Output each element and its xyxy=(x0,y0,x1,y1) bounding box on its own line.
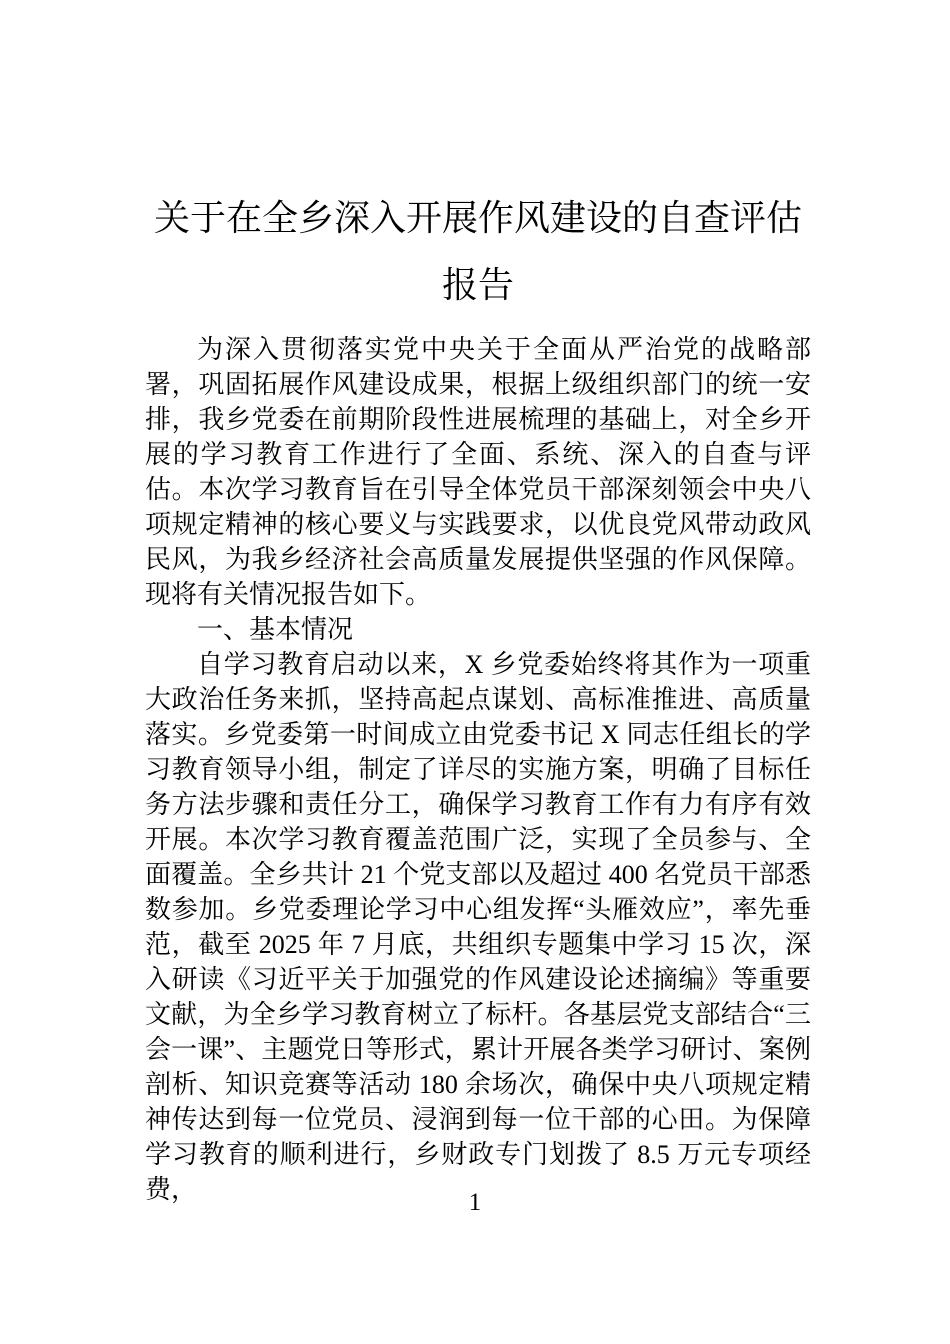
page-footer xyxy=(0,1188,950,1218)
title-line-2: 报告 xyxy=(441,264,514,306)
title-line-1: 关于在全乡深入开展作风建设的自查评估 xyxy=(153,197,802,239)
section-heading-basic-situation: 一、基本情况 xyxy=(197,615,354,644)
document-body xyxy=(145,332,811,1207)
page-number: 1 xyxy=(468,1189,482,1216)
document-title xyxy=(145,184,811,318)
paragraph-basic-situation: 自学习教育启动以来，X 乡党委始终将其作为一项重大政治任务来抓，坚持高起点谋划、高标准推进、高质量落实。乡党委第一时间成立由党委书记 X 同志任组长的学习教育领导小组，制定了详尽的实施方案，明确了目标任务方法步骤和责任分工，确保学习教育工作有力有序有效开展。本次学习教育覆盖范围广泛，实现了全员参与、全面覆盖。全乡共计 21 个党支部以及超过 400 名党员干部悉数参加。乡党委理论学习中心组发挥“头雁效应”，率先垂范，截至 2025 年 7 月底，共组织专题集中学习 15 次，深入研读《习近平关于加强党的作风建设论述摘编》等重要文献，为全乡学习教育树立了标杆。各基层党支部结合“三会一课”、主题党日等形式，累计开展各类学习研讨、案例剖析、知识竞赛等活动 180 余场次，确保中央八项规定精神传达到每一位党员、浸润到每一位干部的心田。为保障学习教育的顺利进行，乡财政专门划拨了 8.5 万元专项经费， xyxy=(145,650,811,1204)
paragraph-intro: 为深入贯彻落实党中央关于全面从严治党的战略部署，巩固拓展作风建设成果，根据上级组织部门的统一安排，我乡党委在前期阶段性进展梳理的基础上，对全乡开展的学习教育工作进行了全面、系统、深入的自查与评估。本次学习教育旨在引导全体党员干部深刻领会中央八项规定精神的核心要义与实践要求，以优良党风带动政风民风，为我乡经济社会高质量发展提供坚强的作风保障。现将有关情况报告如下。 xyxy=(145,335,811,609)
